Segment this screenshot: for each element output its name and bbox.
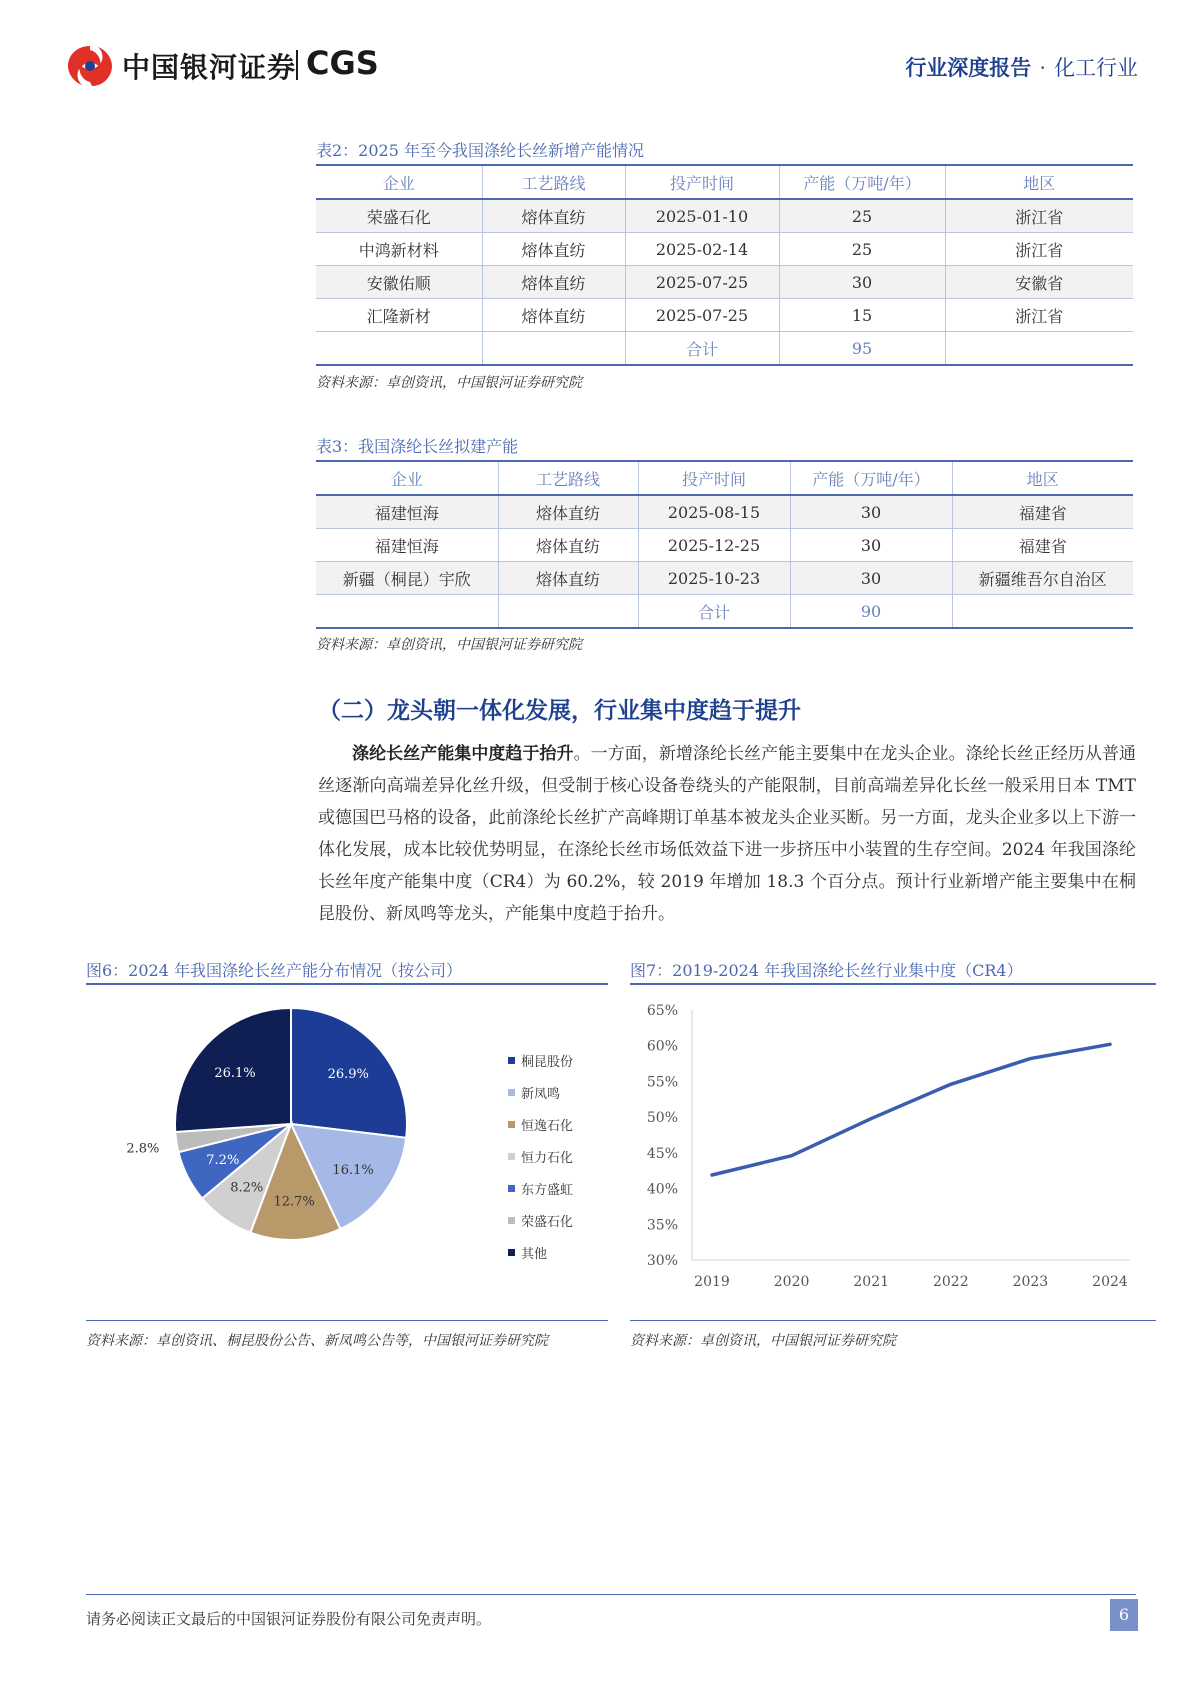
legend-label: 其他 [521,1246,548,1262]
table-header-row [316,461,1133,495]
cr4-line [712,1044,1110,1175]
table-header-row [316,165,1133,199]
table-row [316,199,1133,233]
table-row [316,233,1133,266]
table3-source: 资料来源：卓创资讯，中国银河证券研究院 [316,637,582,653]
fig7-bottom-rule [630,1320,1156,1321]
line-point [711,1174,714,1177]
y-tick-label: 60% [646,1038,678,1055]
table-cell: 福建恒海 [316,529,498,562]
table-cell: 新疆（桐昆）宇欣 [316,562,498,595]
logo-text-en: CGS [306,44,379,82]
total-label: 合计 [625,332,779,366]
legend-swatch [508,1089,515,1096]
legend-label: 新凤鸣 [521,1086,561,1102]
table-row [316,495,1133,529]
fig6-source: 资料来源：卓创资讯、桐昆股份公告、新凤鸣公告等，中国银河证券研究院 [86,1333,548,1349]
total-value: 95 [779,332,945,366]
table-cell: 浙江省 [945,233,1133,266]
table-cell: 熔体直纺 [498,562,638,595]
table-row [316,299,1133,332]
legend-item [508,1204,573,1236]
legend-swatch [508,1153,515,1160]
pie-data-label: 8.2% [230,1180,264,1196]
legend-item [508,1044,573,1076]
column-header: 企业 [316,165,482,199]
legend-label: 恒逸石化 [521,1118,574,1134]
column-header: 企业 [316,461,498,495]
table-cell: 熔体直纺 [482,266,625,299]
logo-text-cn: 中国银河证券 [122,51,297,84]
y-tick-label: 50% [646,1110,678,1127]
pie-data-label: 26.1% [214,1065,256,1081]
total-label: 合计 [638,595,790,629]
pie-data-label: 2.8% [126,1141,160,1157]
legend-item [508,1076,573,1108]
table-cell: 中鸿新材料 [316,233,482,266]
legend-item [508,1108,573,1140]
table-cell: 浙江省 [945,199,1133,233]
y-tick-label: 35% [646,1217,678,1234]
table-cell: 福建省 [952,529,1133,562]
report-type: 行业深度报告 [905,55,1032,80]
pie-data-label: 16.1% [332,1162,374,1178]
table-cell: 福建恒海 [316,495,498,529]
header-separator: · [1039,56,1046,80]
y-tick-label: 30% [646,1253,678,1269]
column-header: 地区 [952,461,1133,495]
legend-label: 荣盛石化 [521,1214,574,1230]
pie-data-label: 7.2% [206,1152,240,1168]
industry-name: 化工行业 [1054,56,1138,80]
pie-data-label: 12.7% [273,1194,315,1210]
column-header: 投产时间 [638,461,790,495]
paragraph-lead: 涤纶长丝产能集中度趋于抬升 [352,744,574,764]
table-total-row [316,595,1133,629]
table-cell: 安徽佑顺 [316,266,482,299]
column-header: 投产时间 [625,165,779,199]
y-tick-label: 55% [646,1074,678,1091]
table-total-row [316,332,1133,366]
table-cell: 30 [779,266,945,299]
column-header: 工艺路线 [482,165,625,199]
fig6-top-rule [86,983,608,985]
table-cell: 熔体直纺 [482,299,625,332]
column-header: 地区 [945,165,1133,199]
table-cell: 30 [790,562,952,595]
table2 [316,164,1133,366]
table-cell: 25 [779,233,945,266]
table-cell: 熔体直纺 [482,233,625,266]
legend-label: 桐昆股份 [521,1054,574,1070]
table2-source: 资料来源：卓创资讯，中国银河证券研究院 [316,375,582,391]
x-tick-label: 2024 [1092,1274,1128,1290]
table-cell: 浙江省 [945,299,1133,332]
logo-divider [296,50,298,80]
table-cell: 熔体直纺 [498,529,638,562]
line-point [949,1083,952,1086]
table-cell: 30 [790,529,952,562]
x-tick-label: 2022 [932,1274,969,1290]
table-cell: 2025-08-15 [638,495,790,529]
logo-icon [66,44,114,88]
x-tick-label: 2020 [773,1274,810,1290]
line-point [1029,1057,1032,1060]
legend-item [508,1172,573,1204]
fig7-source: 资料来源：卓创资讯，中国银河证券研究院 [630,1333,896,1349]
line-point [1109,1043,1112,1046]
table-cell: 新疆维吾尔自治区 [952,562,1133,595]
table-cell: 2025-02-14 [625,233,779,266]
fig6-title: 图6：2024 年我国涤纶长丝产能分布情况（按公司） [86,961,462,980]
footer-rule [86,1594,1136,1595]
table-cell: 福建省 [952,495,1133,529]
line-point [790,1154,793,1157]
legend-label: 东方盛虹 [521,1182,574,1198]
table-cell: 25 [779,199,945,233]
y-tick-label: 45% [646,1145,678,1162]
table-row [316,562,1133,595]
table-cell: 30 [790,495,952,529]
body-paragraph [318,738,1136,930]
legend-item [508,1140,573,1172]
x-tick-label: 2021 [853,1274,890,1290]
table-cell: 2025-10-23 [638,562,790,595]
column-header: 工艺路线 [498,461,638,495]
table-cell: 熔体直纺 [498,495,638,529]
legend-swatch [508,1057,515,1064]
x-tick-label: 2019 [694,1274,730,1290]
y-tick-label: 40% [646,1181,678,1198]
table3 [316,460,1133,629]
table-cell: 2025-12-25 [638,529,790,562]
table-row [316,266,1133,299]
legend-swatch [508,1121,515,1128]
pie-legend [508,1044,573,1268]
table2-title: 表2：2025 年至今我国涤纶长丝新增产能情况 [316,141,644,160]
y-tick-label: 65% [646,1003,678,1019]
table-cell: 15 [779,299,945,332]
table-row [316,529,1133,562]
section-heading: （二）龙头朝一体化发展，行业集中度趋于提升 [318,697,801,724]
column-header: 产能（万吨/年） [790,461,952,495]
line-point [870,1117,873,1120]
legend-swatch [508,1217,515,1224]
report-header [905,52,1138,82]
total-value: 90 [790,595,952,629]
fig7-title: 图7：2019-2024 年我国涤纶长丝行业集中度（CR4） [630,961,1023,980]
legend-item [508,1236,573,1268]
fig7-top-rule [630,983,1156,985]
table-cell: 2025-07-25 [625,266,779,299]
table-cell: 荣盛石化 [316,199,482,233]
table-cell: 2025-07-25 [625,299,779,332]
column-header: 产能（万吨/年） [779,165,945,199]
table-cell: 2025-01-10 [625,199,779,233]
legend-label: 恒力石化 [521,1150,574,1166]
page-number: 6 [1110,1599,1138,1631]
table3-title: 表3：我国涤纶长丝拟建产能 [316,437,519,456]
paragraph-body: 。一方面，新增涤纶长丝产能主要集中在龙头企业。涤纶长丝正经历从普通丝逐渐向高端差异化丝升级，但受制于核心设备卷绕头的产能限制，目前高端差异化长丝一般采用日本 TMT 或德国巴马格的设备，此前涤纶长丝扩产高峰期订单基本被龙头企业买断。另一方面，龙头企业多以上下游一体化发展，成本比较优势明显，在涤纶长丝市场低效益下进一步挤压中小装置的生存空间。2024 年我国涤纶长丝年度产能集中度（CR4）为 60.2%，较 2019 年增加 18.3 个百分点。预计行业新增产能主要集中在桐昆股份、新凤鸣等龙头，产能集中度趋于抬升。 [318,744,1136,924]
table-cell: 汇隆新材 [316,299,482,332]
table-cell: 熔体直纺 [482,199,625,233]
x-tick-label: 2023 [1012,1274,1049,1290]
fig6-bottom-rule [86,1320,608,1321]
table-cell: 安徽省 [945,266,1133,299]
legend-swatch [508,1185,515,1192]
footer-disclaimer: 请务必阅读正文最后的中国银河证券股份有限公司免责声明。 [86,1610,492,1628]
pie-data-label: 26.9% [327,1067,369,1083]
legend-swatch [508,1249,515,1256]
line-chart [630,990,1156,1310]
